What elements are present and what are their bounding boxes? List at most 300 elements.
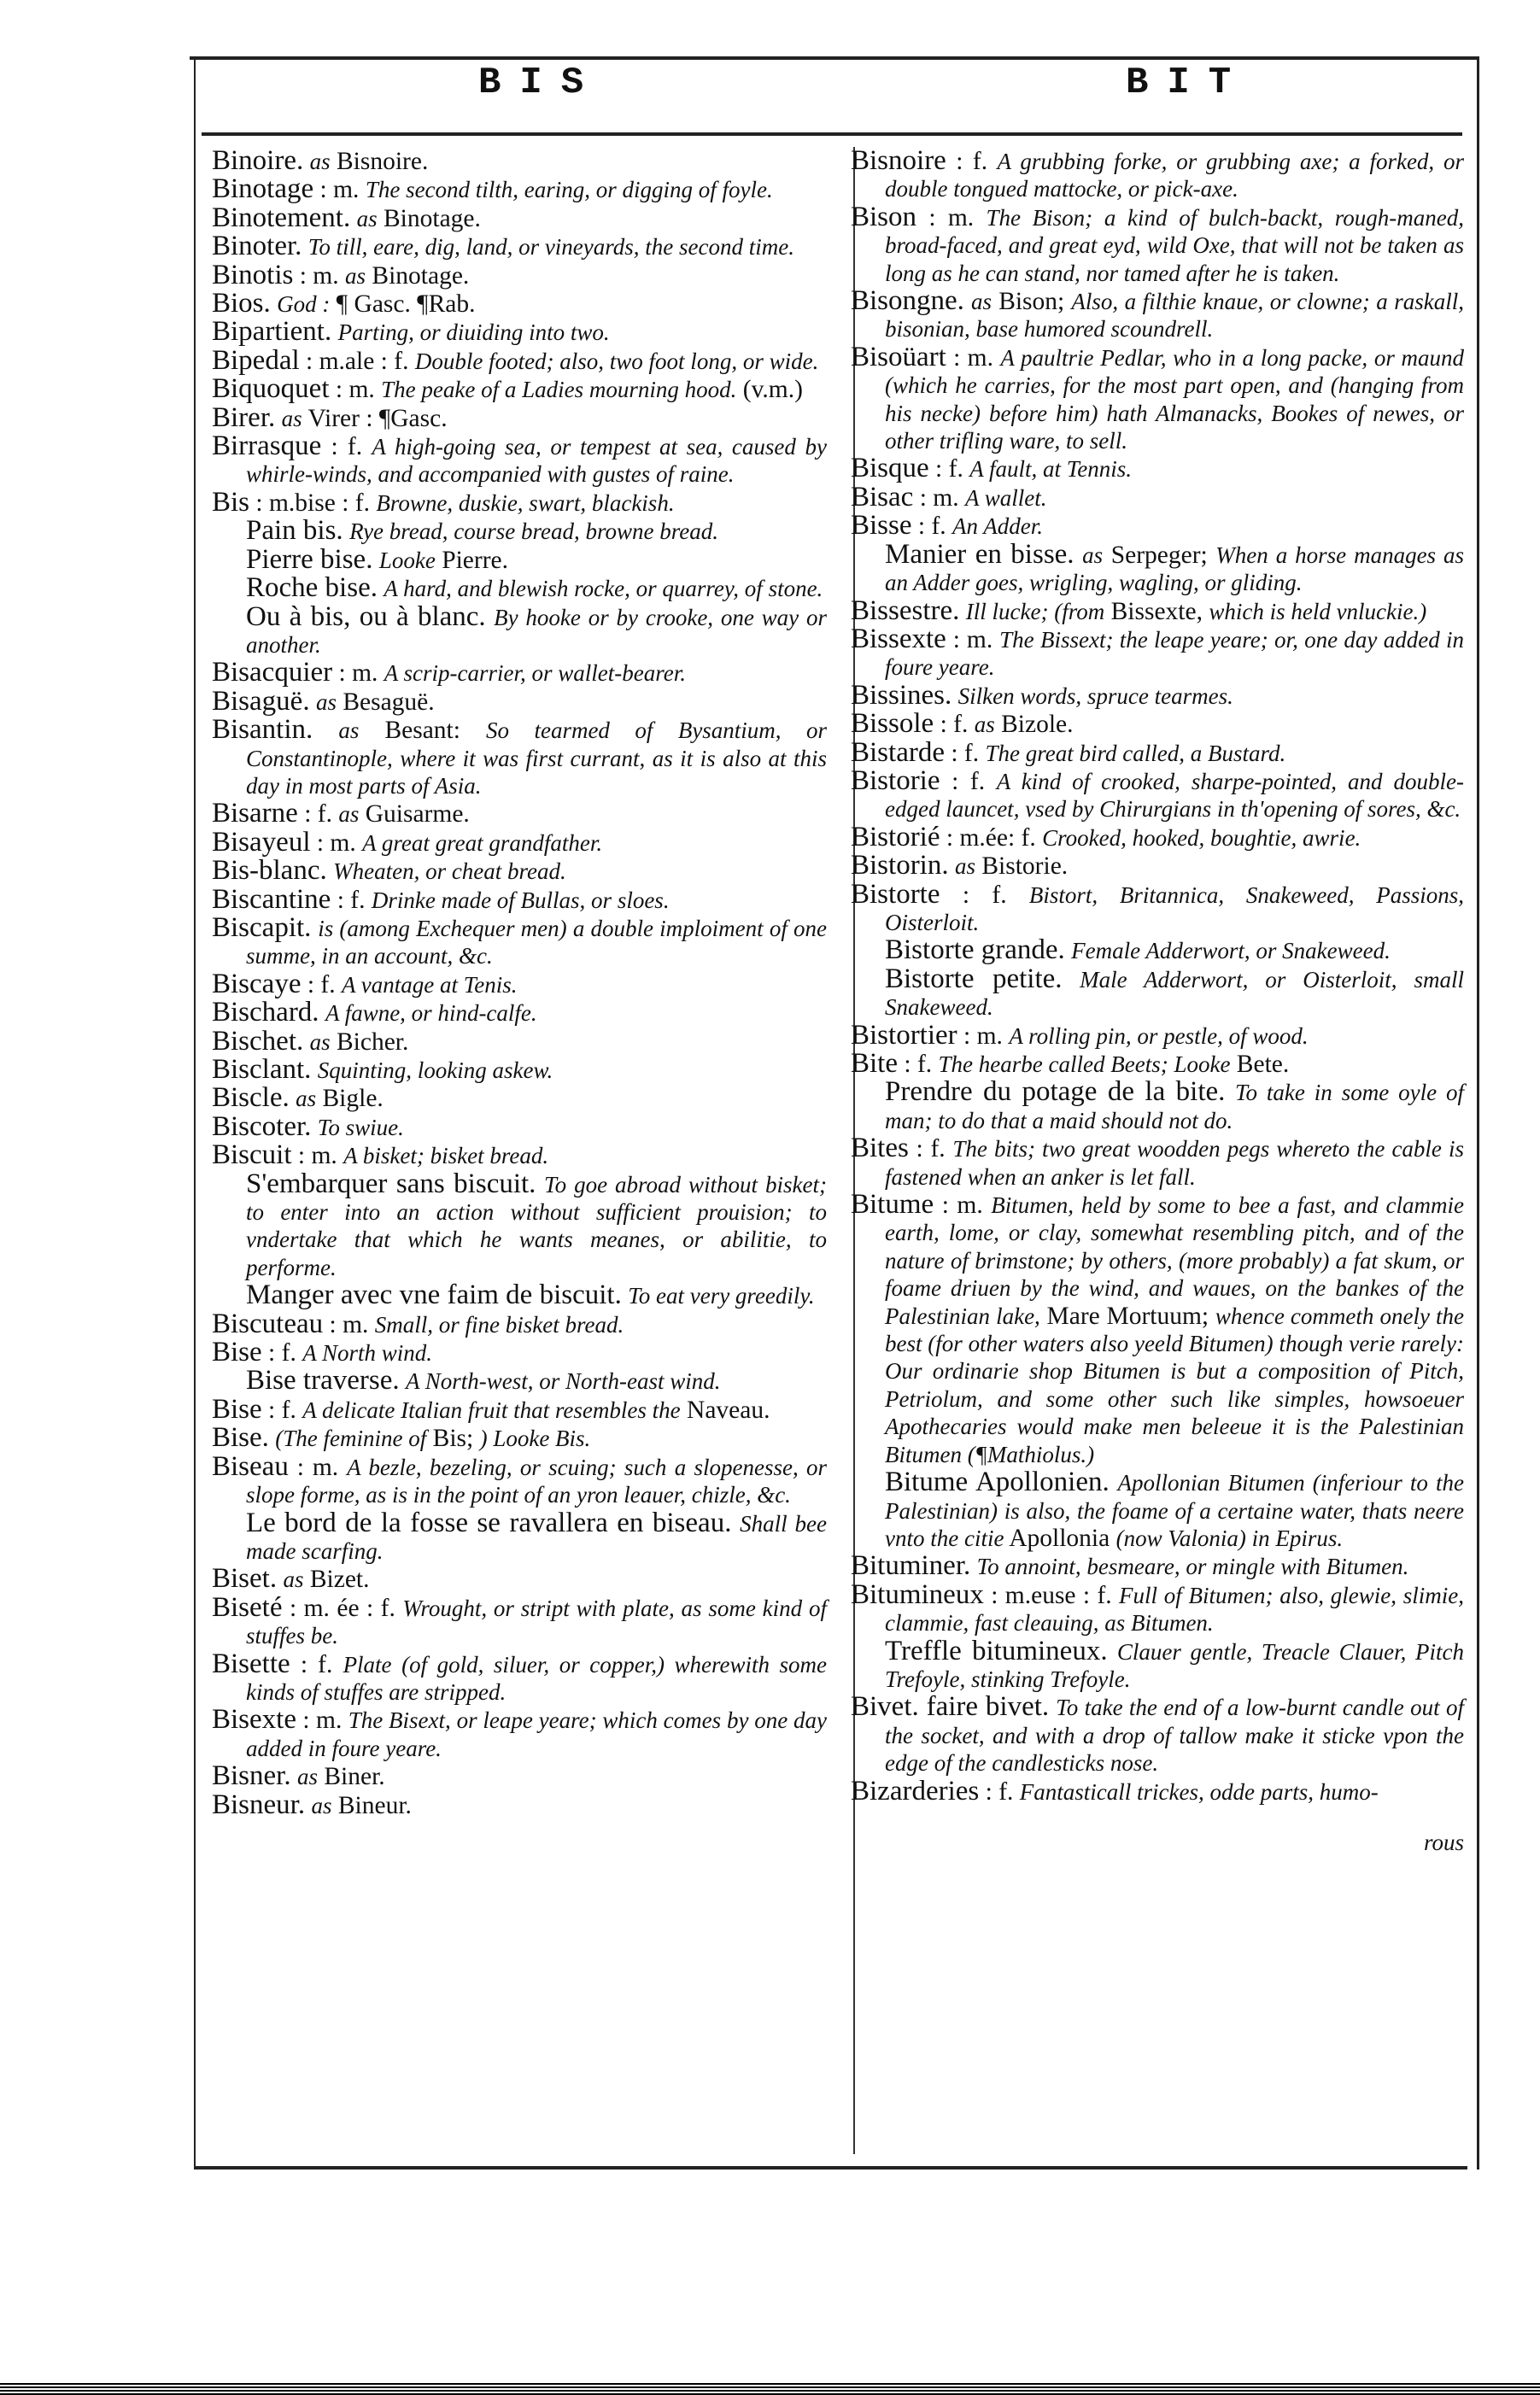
grammar-label: : f. xyxy=(304,800,332,829)
headword: Biscle. xyxy=(212,1082,290,1114)
definition: By hooke or by crooke, one way or another. xyxy=(246,604,827,658)
definition: Fantasticall trickes, odde parts, humo- xyxy=(1019,1778,1379,1805)
dictionary-entry xyxy=(212,1591,828,1650)
definition: as xyxy=(1082,542,1104,568)
grammar-label: : f. xyxy=(956,148,988,175)
headword: Bitume xyxy=(851,1189,934,1221)
definition: Bitumen, held by some to bee a fast, and clammie earth, lome, or clay, somewhat resembling pitch, and of the nature of brimstone; by others, (more probably) a fat skum, or foame driuen by the wind, and waues, on the bankes of the Palestinian lake, xyxy=(885,1192,1465,1329)
definition: Parting, or diuiding into two. xyxy=(337,319,610,346)
definition: A North-west, or North-east wind. xyxy=(405,1368,721,1395)
sub-entry xyxy=(851,965,1464,1022)
dictionary-entry xyxy=(851,147,1464,203)
dictionary-entry xyxy=(212,1762,827,1790)
dictionary-entry xyxy=(212,716,827,799)
headword: Bisoüart xyxy=(851,341,946,372)
definition: The peake of a Ladies mourning hood. xyxy=(381,377,737,403)
grammar-label: : f. xyxy=(952,767,986,795)
dictionary-entry xyxy=(212,175,827,203)
headword: Bisarne xyxy=(212,798,298,829)
dictionary-entry xyxy=(851,736,1464,768)
headword: Biscuit xyxy=(212,1139,292,1171)
headword: Bisac xyxy=(851,481,914,512)
definition: Full of Bitumen; also, glewie, slimie, clammie, fast cleauing, as Bitumen. xyxy=(885,1582,1464,1637)
cross-reference: Mare Mortuum; xyxy=(1046,1302,1209,1330)
dictionary-entry xyxy=(212,1025,827,1057)
cross-reference: Bete. xyxy=(1236,1051,1290,1078)
sub-entry xyxy=(212,1367,827,1395)
scan-edge xyxy=(0,2383,1540,2395)
headword: Bituminer. xyxy=(851,1550,971,1582)
headword: Bistorié xyxy=(851,821,940,852)
grammar-label: : f. xyxy=(985,1777,1014,1806)
definition: as xyxy=(283,1566,304,1593)
dictionary-entry xyxy=(212,375,827,403)
definition: as xyxy=(971,289,993,315)
dictionary-entry xyxy=(212,857,827,885)
definition: A grubbing forke, or grubbing axe; a forked, or double tongued mattocke, or pick-axe. xyxy=(885,149,1464,202)
grammar-label: : f. xyxy=(300,1650,333,1678)
headword: S'embarquer sans biscuit. xyxy=(246,1168,536,1199)
definition: Ill lucke; (from xyxy=(965,598,1105,624)
definition: A scrip-carrier, or wallet-bearer. xyxy=(384,660,687,687)
dictionary-entry xyxy=(851,1777,1464,1806)
dictionary-entry xyxy=(851,764,1464,823)
dictionary-entry xyxy=(212,970,827,998)
grammar-label: : f. xyxy=(951,739,980,767)
definition: Female Adderwort, or Snakeweed. xyxy=(1071,938,1391,964)
sub-entry xyxy=(851,1078,1464,1134)
grammar-label: : m.bise : f. xyxy=(255,489,370,517)
definition: To goe abroad without bisket; to enter into an action without sufficient prouision; to vndertake that which he wants meanes, or abilitie, to performe. xyxy=(246,1171,827,1280)
headword: Bipedal xyxy=(212,344,300,376)
cross-reference: Apollonia xyxy=(1009,1524,1110,1552)
dictionary-entry xyxy=(851,1050,1464,1078)
headword: Bios. xyxy=(212,288,271,319)
dictionary-entry xyxy=(212,344,827,376)
headword: Bipartient. xyxy=(212,316,332,348)
headword: Treffle bitumineux. xyxy=(885,1635,1108,1666)
grammar-label: : f. xyxy=(268,1396,296,1424)
headword: Bischard. xyxy=(212,997,319,1028)
sub-entry xyxy=(851,538,1464,597)
definition: Shall bee made scarfing. xyxy=(246,1510,828,1564)
definition: To swiue. xyxy=(317,1114,404,1140)
cross-reference: Bizet. xyxy=(309,1566,370,1594)
definition: A hard, and blewish rocke, or quarrey, of stone. xyxy=(384,576,823,602)
sub-entry xyxy=(851,936,1464,964)
headword: Bischet. xyxy=(212,1025,304,1057)
headword: Bisayeul xyxy=(212,826,311,858)
definition-continued: ) Looke Bis. xyxy=(479,1426,591,1452)
grammar-label: : m. xyxy=(963,1022,1003,1050)
grammar-label: : m. xyxy=(297,1142,337,1170)
cross-reference: Besant: xyxy=(384,717,460,745)
dictionary-entry xyxy=(851,454,1464,483)
headword: Bisner. xyxy=(212,1760,291,1792)
dictionary-entry xyxy=(212,1791,827,1819)
headword: Bisaguë. xyxy=(212,685,310,717)
headword: Bissexte xyxy=(851,623,946,654)
dictionary-entry xyxy=(212,826,827,858)
definition: Wrought, or stript with plate, as some kind of stuffes be. xyxy=(246,1595,828,1649)
headword: Bisnoire xyxy=(851,145,946,176)
definition: The Bisext, or leape yeare; which comes by one day added in foure yeare. xyxy=(246,1707,827,1761)
headword: Bisacquier xyxy=(212,657,333,688)
running-head-left: BIS xyxy=(478,61,603,104)
definition: as xyxy=(338,717,360,744)
dictionary-entry xyxy=(212,883,827,915)
headword: Bistorte xyxy=(851,878,940,910)
dictionary-entry xyxy=(212,147,827,175)
cross-reference: Guisarme. xyxy=(365,800,470,829)
dictionary-entry xyxy=(851,823,1464,852)
definition: as xyxy=(974,711,995,738)
definition: Wheaten, or cheat bread. xyxy=(333,858,566,885)
cross-reference: Virer : ¶Gasc. xyxy=(307,404,448,432)
cross-reference: Bizole. xyxy=(1001,711,1074,739)
dictionary-entry xyxy=(212,232,827,261)
headword: Biset. xyxy=(212,1563,278,1595)
grammar-label: : f. xyxy=(307,970,336,998)
dictionary-entry xyxy=(212,1650,827,1707)
dictionary-entry xyxy=(851,1191,1464,1468)
grammar-label: : f. xyxy=(962,881,1007,909)
headword: Manier en bisse. xyxy=(885,538,1074,570)
dictionary-entry xyxy=(851,203,1464,287)
dictionary-entry xyxy=(851,483,1464,512)
definition: A great great grandfather. xyxy=(362,829,603,856)
dictionary-entry xyxy=(851,878,1465,937)
dictionary-entry xyxy=(212,1393,827,1425)
headword: Bistorie xyxy=(851,764,940,796)
definition: The second tilth, earing, or digging of foyle. xyxy=(365,177,773,203)
definition: To till, eare, dig, land, or vineyards, the second time. xyxy=(307,234,794,261)
sub-entry xyxy=(212,1509,827,1566)
headword: Bise. xyxy=(212,1422,269,1454)
definition: as xyxy=(296,1086,317,1112)
definition: is (among Exchequer men) a double imploiment of one summe, in an account, &c. xyxy=(246,915,828,969)
definition: Small, or fine bisket bread. xyxy=(374,1311,624,1338)
sub-entry xyxy=(212,543,827,575)
headword: Bisantin. xyxy=(212,714,313,746)
grammar-label: : m. xyxy=(319,176,360,204)
definition: An Adder. xyxy=(952,513,1044,540)
dictionary-entry xyxy=(212,911,828,970)
definition: To eat very greedily. xyxy=(628,1283,815,1309)
cross-reference: Bistorie. xyxy=(981,852,1069,881)
definition: as xyxy=(296,1764,318,1790)
cross-reference: (v.m.) xyxy=(742,376,803,404)
definition: as xyxy=(309,1028,331,1055)
definition-continued: Also, a filthie knaue, or clowne; a raskall, bisonian, base humored scoundrell. xyxy=(885,289,1465,343)
dictionary-entry xyxy=(212,204,827,232)
sub-entry xyxy=(212,574,827,602)
definition-continued: (now Valonia) in Epirus. xyxy=(1115,1525,1344,1551)
dictionary-entry xyxy=(212,1110,827,1142)
grammar-label: : f. xyxy=(940,711,969,739)
headword: Prendre du potage de la bite. xyxy=(885,1076,1226,1108)
definition: The bits; two great woodden pegs whereto the cable is fastened when an anker is let fall. xyxy=(885,1136,1464,1190)
dictionary-entry xyxy=(851,1019,1464,1051)
bottom-rule xyxy=(195,2166,1467,2170)
grammar-label: : m. ée : f. xyxy=(289,1594,395,1622)
header-rule xyxy=(202,132,1462,136)
grammar-label: : f. xyxy=(917,512,946,541)
headword: Ou à bis, ou à blanc. xyxy=(246,600,486,632)
cross-reference: Bineur. xyxy=(337,1791,412,1819)
definition: as xyxy=(311,1792,332,1818)
dictionary-entry xyxy=(212,401,827,433)
definition: Browne, duskie, swart, blackish. xyxy=(376,489,675,516)
sub-entry xyxy=(212,1170,827,1282)
definition: The Bissext; the leape yeare; or, one day added in foure yeare. xyxy=(885,626,1464,681)
definition: (The feminine of xyxy=(275,1426,427,1452)
definition: Apollonian Bitumen (inferiour to the Palestinian) is also, the foame of a certaine water, thats neere vnto the citie xyxy=(885,1470,1464,1551)
headword: Biscantine xyxy=(212,883,331,915)
headword: Bisongne. xyxy=(851,285,964,317)
grammar-label: : m. xyxy=(928,203,975,231)
dictionary-entry xyxy=(212,1056,827,1084)
cross-reference: ¶ Gasc. ¶Rab. xyxy=(336,290,476,319)
definition-continued: So tearmed of Bysantium, or Constantinople, where it was first currant, as it is also at this day in most parts of Asia. xyxy=(246,717,828,799)
headword: Bistorte grande. xyxy=(885,934,1065,966)
headword: Bistorin. xyxy=(851,850,949,881)
cross-reference: Besaguë. xyxy=(343,688,435,716)
headword: Manger avec vne faim de biscuit. xyxy=(246,1279,622,1311)
definition: Rye bread, course bread, browne bread. xyxy=(349,518,718,545)
definition: Clauer gentle, Treacle Clauer, Pitch Trefoyle, stinking Trefoyle. xyxy=(885,1638,1464,1692)
dictionary-entry xyxy=(212,998,827,1027)
definition: as xyxy=(345,262,366,289)
definition: A vantage at Tenis. xyxy=(342,971,518,998)
cross-reference: Biner. xyxy=(324,1763,385,1791)
grammar-label: : m. xyxy=(302,1707,343,1735)
grammar-label: : f. xyxy=(935,455,963,483)
definition: The hearbe called Beets; Looke xyxy=(938,1051,1231,1077)
grammar-label: : m. xyxy=(296,1453,339,1481)
definition: Silken words, spruce tearmes. xyxy=(957,682,1233,709)
definition: as xyxy=(315,688,337,715)
headword: Biseau xyxy=(212,1450,289,1482)
definition: A delicate Italian fruit that resembles the xyxy=(302,1397,681,1423)
headword: Biseté xyxy=(212,1591,283,1623)
definition: To take in some oyle of man; to do that a maid should not do. xyxy=(885,1080,1465,1133)
headword: Pierre bise. xyxy=(246,543,373,575)
headword: Binotage xyxy=(212,173,314,205)
cross-reference: Bicher. xyxy=(337,1028,409,1056)
definition: God : xyxy=(277,291,331,318)
sub-entry xyxy=(212,1281,827,1309)
headword: Bisexte xyxy=(212,1704,296,1736)
dictionary-entry xyxy=(851,594,1464,626)
headword: Bisneur. xyxy=(212,1789,306,1820)
dictionary-entry xyxy=(212,1450,827,1509)
definition-continued: whence commeth onely the best (for other waters also yeeld Bitumen) though verie rarely: Our ordinarie shop Bitumen is but a composition of Pitch, Petriolum, and some other such like simples, howsoeuer Apothecaries would make men beleeue it is the Palestinian Bitumen (¶Mathiolus.) xyxy=(885,1303,1465,1467)
grammar-label: : f. xyxy=(331,433,363,461)
grammar-label: : m. xyxy=(329,1310,369,1338)
dictionary-entry xyxy=(851,1552,1464,1580)
headword: Birrasque xyxy=(212,430,322,462)
definition: A rolling pin, or pestle, of wood. xyxy=(1009,1022,1309,1049)
headword: Bivet. faire bivet. xyxy=(851,1691,1050,1723)
headword: Bisclant. xyxy=(212,1054,312,1085)
running-head-right: BIT xyxy=(1126,61,1250,104)
cross-reference: Naveau. xyxy=(687,1396,770,1424)
definition: as xyxy=(281,405,302,431)
definition: Drinke made of Bullas, or sloes. xyxy=(371,887,670,913)
dictionary-entry xyxy=(212,318,827,346)
definition: Squinting, looking askew. xyxy=(317,1057,553,1083)
dictionary-entry xyxy=(851,679,1464,711)
dictionary-entry xyxy=(212,1141,827,1169)
definition: A high-going sea, or tempest at sea, caused by whirle-winds, and accompanied with gustes of raine. xyxy=(246,434,827,488)
headword: Bizarderies xyxy=(851,1775,980,1806)
headword: Bistorte petite. xyxy=(885,963,1063,994)
headword: Bison xyxy=(851,201,917,232)
left-column xyxy=(212,147,827,1819)
definition: A fawne, or hind-calfe. xyxy=(325,1000,537,1027)
cross-reference: Binotage. xyxy=(384,204,481,232)
headword: Binotis xyxy=(212,259,294,290)
headword: Bissines. xyxy=(851,679,952,711)
sub-entry xyxy=(212,517,827,545)
headword: Binoire. xyxy=(212,145,304,176)
dictionary-entry xyxy=(212,1338,827,1367)
headword: Biscapit. xyxy=(212,911,312,943)
dictionary-entry xyxy=(212,659,827,687)
dictionary-entry xyxy=(212,1706,827,1762)
headword: Birer. xyxy=(212,401,276,433)
headword: Roche bise. xyxy=(246,572,378,604)
dictionary-entry xyxy=(851,710,1464,738)
definition: Double footed; also, two foot long, or wide. xyxy=(414,348,819,374)
grammar-label: : m. xyxy=(919,483,959,512)
definition: as xyxy=(954,853,975,880)
headword: Binoter. xyxy=(212,231,302,262)
cross-reference: Pierre. xyxy=(442,546,508,574)
definition-continued: which is held vnluckie.) xyxy=(1209,598,1427,624)
dictionary-entry xyxy=(212,486,827,518)
dictionary-entry xyxy=(212,685,827,717)
catchword: rous xyxy=(1423,1829,1464,1855)
headword: Biquoquet xyxy=(212,373,330,405)
grammar-label: : m.ée: f. xyxy=(946,823,1036,852)
definition: A North wind. xyxy=(302,1340,432,1367)
sub-entry xyxy=(851,1468,1464,1552)
dictionary-entry xyxy=(851,1693,1464,1777)
cross-reference: Bissexte, xyxy=(1110,597,1203,625)
right-column xyxy=(851,147,1464,1879)
definition: as xyxy=(338,801,360,828)
headword: Bitume Apollonien. xyxy=(885,1467,1110,1498)
grammar-label: : m. xyxy=(941,1192,983,1220)
headword: Biscoter. xyxy=(212,1110,312,1142)
headword: Bisque xyxy=(851,453,929,484)
dictionary-entry xyxy=(212,1084,827,1112)
dictionary-entry xyxy=(212,290,827,318)
grammar-label: : f. xyxy=(337,886,366,914)
dictionary-entry xyxy=(212,799,827,828)
dictionary-entry xyxy=(212,432,827,489)
definition: The great bird called, a Bustard. xyxy=(985,740,1286,766)
dictionary-entry xyxy=(212,1565,827,1593)
grammar-label: : m. xyxy=(316,829,356,857)
definition: The Bison; a kind of bulch-backt, rough-maned, broad-faced, and great eyd, wild Oxe, that will not be taken as long as he can stand, nor tamed after he is taken. xyxy=(885,204,1464,286)
headword: Binotement. xyxy=(212,202,351,233)
headword: Bite xyxy=(851,1048,898,1079)
sub-entry xyxy=(212,600,827,659)
headword: Bites xyxy=(851,1133,909,1164)
definition: A paultrie Pedlar, who in a long packe, or maund (which he carries, for the most part open, and (hanging from his necke) before him) hath Almanacks, Bookes of newes, or other trifling ware, to sell. xyxy=(885,344,1465,454)
headword: Bise xyxy=(212,1337,262,1368)
headword: Bistarde xyxy=(851,736,945,768)
headword: Bissole xyxy=(851,708,934,740)
headword: Bitumineux xyxy=(851,1578,984,1610)
headword: Pain bis. xyxy=(246,515,343,547)
headword: Bis xyxy=(212,486,250,518)
dictionary-entry xyxy=(851,343,1464,455)
grammar-label: : m.ale : f. xyxy=(306,347,409,375)
cross-reference: Bigle. xyxy=(322,1085,384,1113)
headword: Le bord de la fosse se ravallera en biseau. xyxy=(246,1507,732,1538)
headword: Bise traverse. xyxy=(246,1365,400,1397)
grammar-label: : m. xyxy=(299,261,339,290)
headword: Bisse xyxy=(851,510,912,542)
definition: To take the end of a low-burnt candle out of the socket, and with a drop of tallow make it sticke vpon the edge of the candlesticks nose. xyxy=(885,1695,1464,1777)
definition: Plate (of gold, siluer, or copper,) wherewith some kinds of stuffes are stripped. xyxy=(246,1651,828,1705)
headword: Bisette xyxy=(212,1648,290,1679)
dictionary-entry xyxy=(851,1134,1464,1191)
definition: as xyxy=(309,149,331,174)
grammar-label: : m.euse : f. xyxy=(991,1581,1112,1609)
grammar-label: : m. xyxy=(952,625,993,653)
definition: Bistort, Britannica, Snakeweed, Passions, Oisterloit. xyxy=(885,881,1465,935)
headword: Biscuteau xyxy=(212,1308,324,1339)
cross-reference: Bis; xyxy=(432,1425,474,1453)
grammar-label: : f. xyxy=(904,1051,933,1078)
dictionary-entry xyxy=(212,261,827,290)
grammar-label: : f. xyxy=(916,1135,946,1163)
definition: as xyxy=(356,205,378,231)
cross-reference: Serpeger; xyxy=(1110,541,1208,569)
definition: Crooked, hooked, boughtie, awrie. xyxy=(1042,824,1361,851)
definition: To annoint, besmeare, or mingle with Bitumen. xyxy=(976,1554,1409,1580)
dictionary-entry xyxy=(212,1310,827,1338)
headword: Bistortier xyxy=(851,1019,957,1051)
definition-continued: When a horse manages as an Adder goes, wrigling, wagling, or gliding. xyxy=(885,542,1464,596)
headword: Bise xyxy=(212,1393,262,1425)
dictionary-entry xyxy=(851,1578,1464,1637)
cross-reference: Bison; xyxy=(998,288,1065,316)
definition: A wallet. xyxy=(964,484,1047,511)
grammar-label: : m. xyxy=(335,376,375,404)
dictionary-entry xyxy=(851,852,1464,880)
grammar-label: : m. xyxy=(338,659,378,688)
cross-reference: Binotage. xyxy=(372,261,470,290)
headword: Biscaye xyxy=(212,968,302,999)
definition: A bezle, bezeling, or scuing; such a slopenesse, or slope forme, as is in the point of an yron leauer, chizle, &c. xyxy=(246,1454,827,1508)
grammar-label: : f. xyxy=(268,1339,296,1367)
headword: Bis-blanc. xyxy=(212,855,327,887)
definition: A bisket; bisket bread. xyxy=(343,1143,549,1169)
dictionary-entry xyxy=(212,1424,827,1452)
sub-entry xyxy=(851,1637,1464,1694)
cross-reference: Bisnoire. xyxy=(337,148,429,175)
headword: Bissestre. xyxy=(851,594,960,626)
definition: Male Adderwort, or Oisterloit, small Snakeweed. xyxy=(885,966,1464,1021)
dictionary-entry xyxy=(851,512,1464,540)
grammar-label: : m. xyxy=(953,343,993,372)
